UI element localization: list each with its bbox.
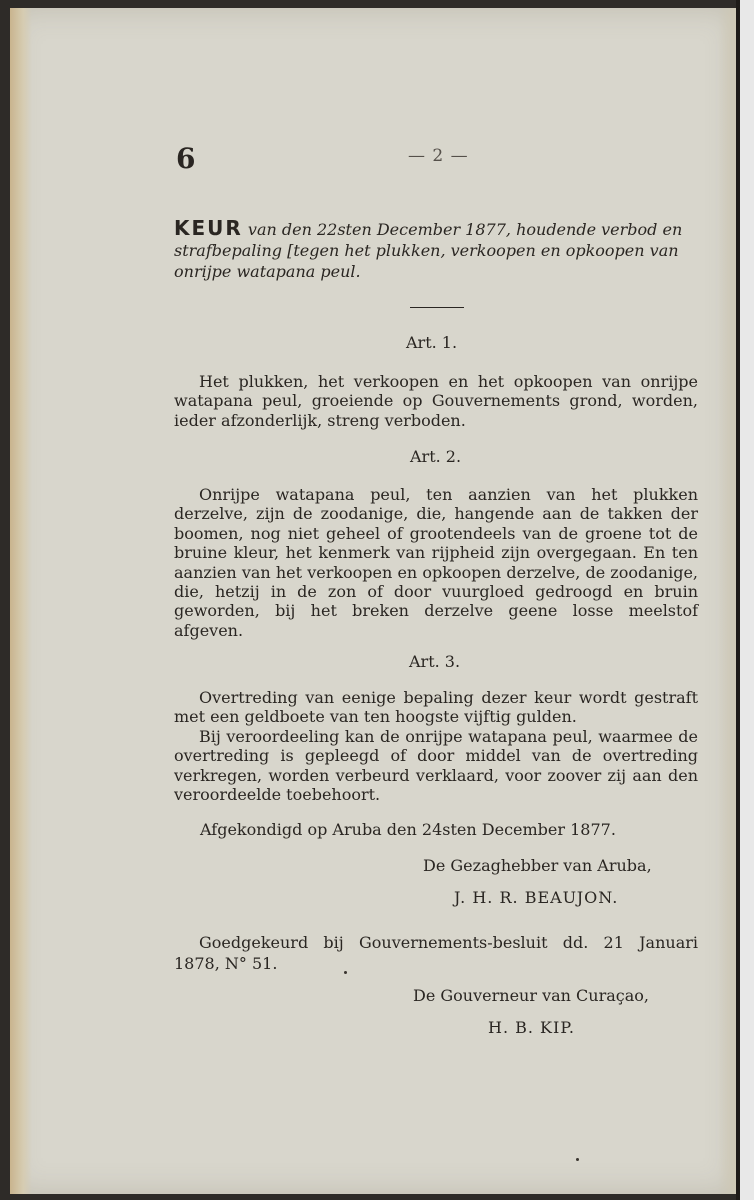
title-description: van den 22sten December 1877, houdende verbod en strafbepaling [tegen het plukken, verkoopen en opkoopen van onrijpe watapana peul. — [174, 220, 683, 281]
ordinance-title — [174, 218, 698, 282]
article-1-text — [174, 372, 698, 430]
proclamation-line: Afgekondigd op Aruba den 24sten December 1877. — [200, 820, 616, 839]
paper-speck — [576, 1158, 579, 1161]
article-3-heading: Art. 3. — [409, 652, 461, 671]
article-2-heading: Art. 2. — [410, 447, 462, 466]
scan-border-right — [736, 0, 754, 1200]
article-3-text — [174, 688, 698, 804]
article-2-text — [174, 485, 698, 640]
signatory-2-name: H. B. KIP. — [488, 1018, 575, 1037]
article-3-paragraph-2: Bij veroordeeling kan de onrijpe watapana peul, waarmee de overtreding is gepleegd of door middel van de overtreding verkregen, worden verbeurd verklaard, voor zoover zij aan den veroordeelde toebehoort. — [174, 726, 698, 805]
internal-page-number: — 2 — — [408, 146, 469, 166]
article-1-paragraph: Het plukken, het verkoopen en het opkoopen van onrijpe watapana peul, groeiende op Gouvernements grond, worden, ieder afzonderlijk, streng verboden. — [174, 372, 698, 430]
page-number: 6 — [176, 142, 196, 175]
signatory-1-name: J. H. R. BEAUJON. — [454, 888, 619, 907]
approval-paragraph: Goedgekeurd bij Gouvernements-besluit dd. 21 Januari 1878, N° 51. — [174, 933, 698, 973]
article-1-heading: Art. 1. — [406, 333, 458, 352]
approval-text — [174, 932, 698, 974]
signatory-1-office: De Gezaghebber van Aruba, — [423, 856, 652, 875]
title-divider — [410, 307, 464, 308]
page-edge-right — [718, 8, 736, 1194]
paper-speck — [344, 971, 347, 974]
page-edge-left — [10, 8, 32, 1194]
signatory-2-office: De Gouverneur van Curaçao, — [413, 986, 649, 1005]
article-3-paragraph-1: Overtreding van eenige bepaling dezer keur wordt gestraft met een geldboete van ten hoogste vijftig gulden. — [174, 688, 698, 727]
title-keur: KEUR — [174, 216, 243, 240]
article-2-paragraph: Onrijpe watapana peul, ten aanzien van het plukken derzelve, zijn de zoodanige, die, hangende aan de takken der boomen, nog niet geheel of grootendeels van de groene tot de bruine kleur, het kenmerk van rijpheid zijn overgegaan. En ten aanzien van het verkoopen en opkoopen derzelve, de zoodanige, die, hetzij in de zon of door vuurgloed gedroogd en bruin geworden, bij het breken derzelve geene losse meelstof afgeven. — [174, 485, 698, 640]
